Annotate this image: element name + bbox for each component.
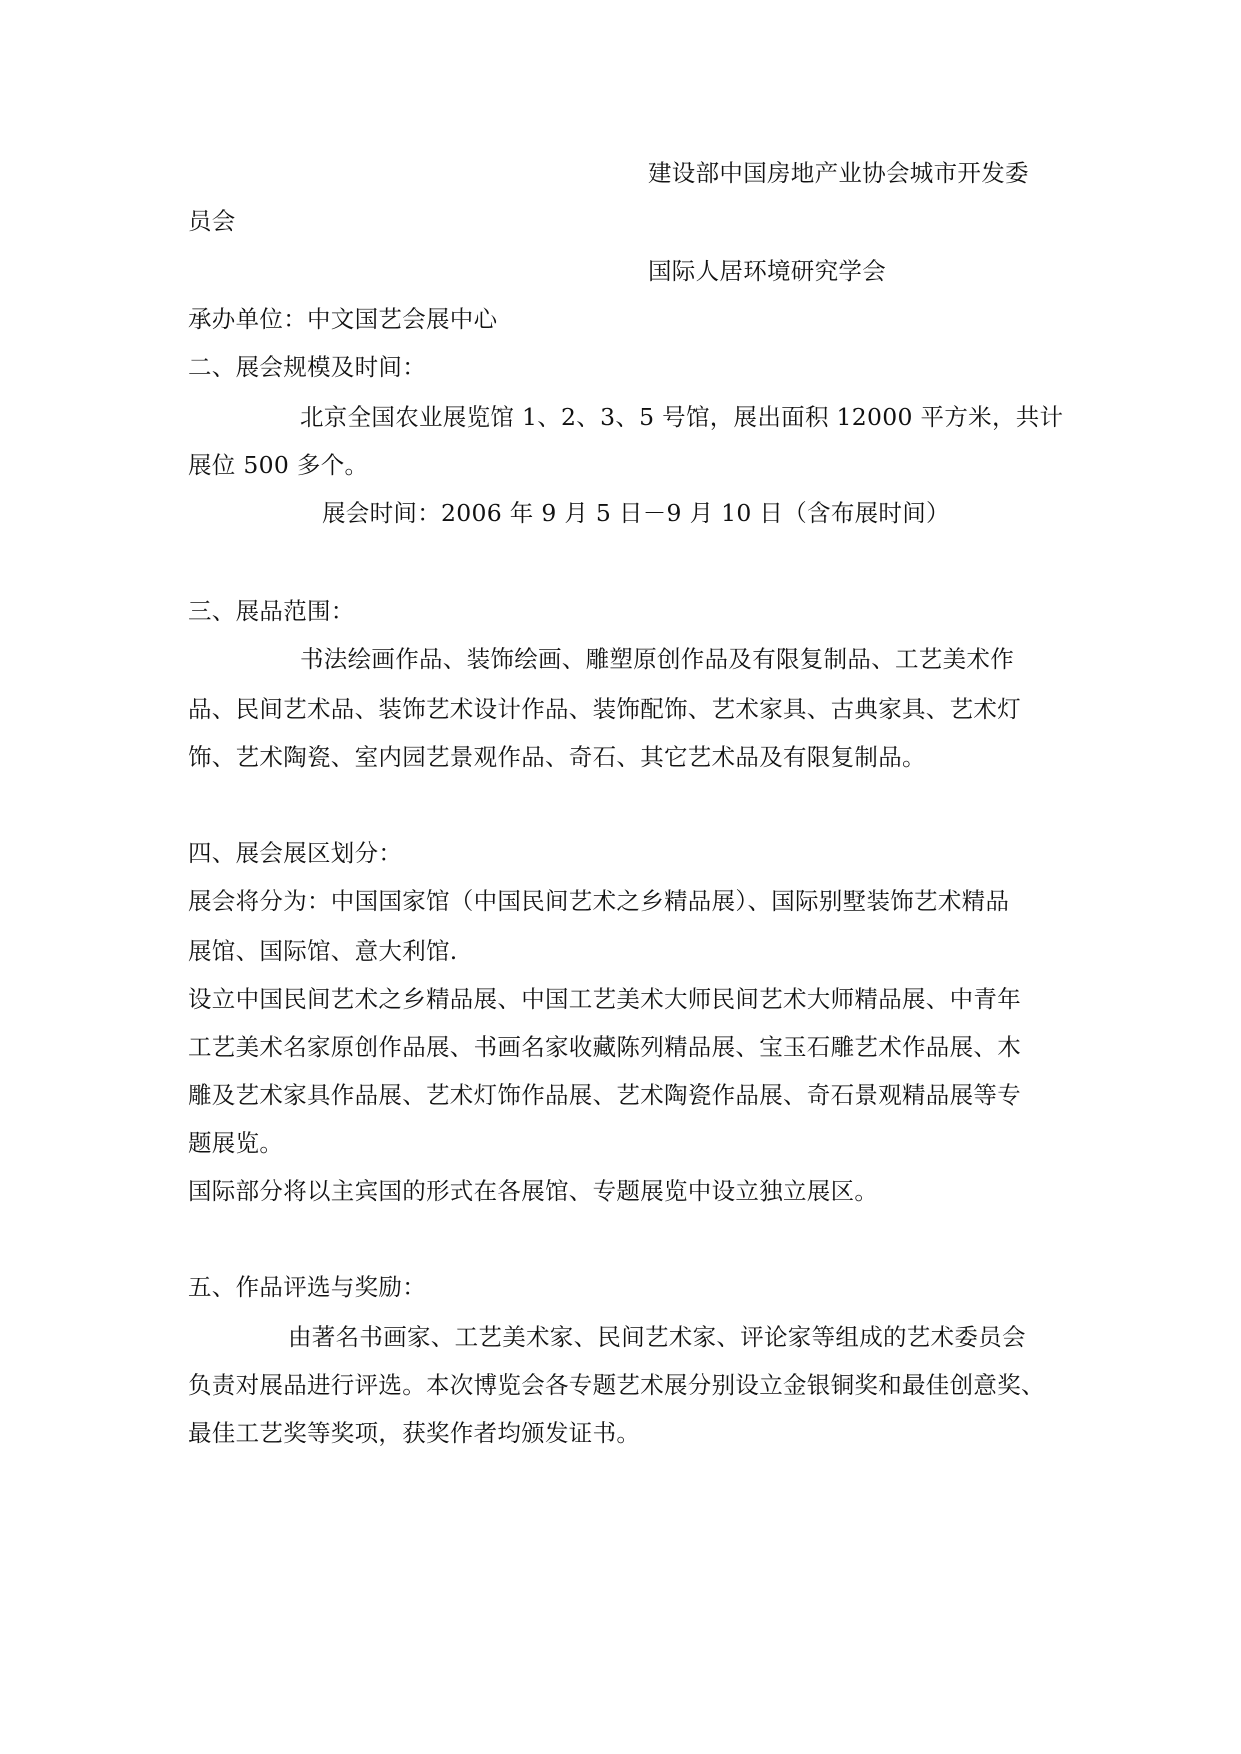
section-5-line-2: 负责对展品进行评选。本次博览会各专题艺术展分别设立金银铜奖和最佳创意奖、 [188, 1371, 1045, 1399]
section-4-line-5: 雕及艺术家具作品展、艺术灯饰作品展、艺术陶瓷作品展、奇石景观精品展等专 [188, 1081, 1021, 1109]
host-line: 承办单位：中文国艺会展中心 [188, 305, 498, 333]
organizer-line-1a: 建设部中国房地产业协会城市开发委 [648, 159, 1029, 187]
section-3-line-1: 书法绘画作品、装饰绘画、雕塑原创作品及有限复制品、工艺美术作 [300, 645, 1014, 673]
section-3-line-3: 饰、艺术陶瓷、室内园艺景观作品、奇石、其它艺术品及有限复制品。 [188, 743, 926, 771]
section-3-heading: 三、展品范围： [188, 597, 355, 625]
organizer-line-1b: 员会 [188, 207, 236, 235]
section-4-line-3: 设立中国民间艺术之乡精品展、中国工艺美术大师民间艺术大师精品展、中青年 [188, 985, 1021, 1013]
section-2-heading: 二、展会规模及时间： [188, 353, 426, 381]
section-4-line-1: 展会将分为：中国国家馆（中国民间艺术之乡精品展）、国际别墅装饰艺术精品 [188, 887, 1010, 915]
section-2-line-1: 北京全国农业展览馆 1、2、3、5 号馆，展出面积 12000 平方米，共计 [300, 403, 1064, 431]
section-3-line-2: 品、民间艺术品、装饰艺术设计作品、装饰配饰、艺术家具、古典家具、艺术灯 [188, 695, 1021, 723]
section-4-line-6: 题展览。 [188, 1129, 284, 1157]
section-4-line-4: 工艺美术名家原创作品展、书画名家收藏陈列精品展、宝玉石雕艺术作品展、木 [188, 1033, 1021, 1061]
section-4-heading: 四、展会展区划分： [188, 839, 403, 867]
organizer-line-2: 国际人居环境研究学会 [648, 257, 886, 285]
section-5-heading: 五、作品评选与奖励： [188, 1273, 426, 1301]
section-5-line-3: 最佳工艺奖等奖项，获奖作者均颁发证书。 [188, 1419, 641, 1447]
section-5-line-1: 由著名书画家、工艺美术家、民间艺术家、评论家等组成的艺术委员会 [288, 1323, 1026, 1351]
section-2-time: 展会时间：2006 年 9 月 5 日－9 月 10 日（含布展时间） [322, 499, 950, 527]
section-2-line-2: 展位 500 多个。 [188, 451, 369, 479]
section-4-line-7: 国际部分将以主宾国的形式在各展馆、专题展览中设立独立展区。 [188, 1177, 879, 1205]
section-4-line-2: 展馆、国际馆、意大利馆. [188, 937, 458, 965]
